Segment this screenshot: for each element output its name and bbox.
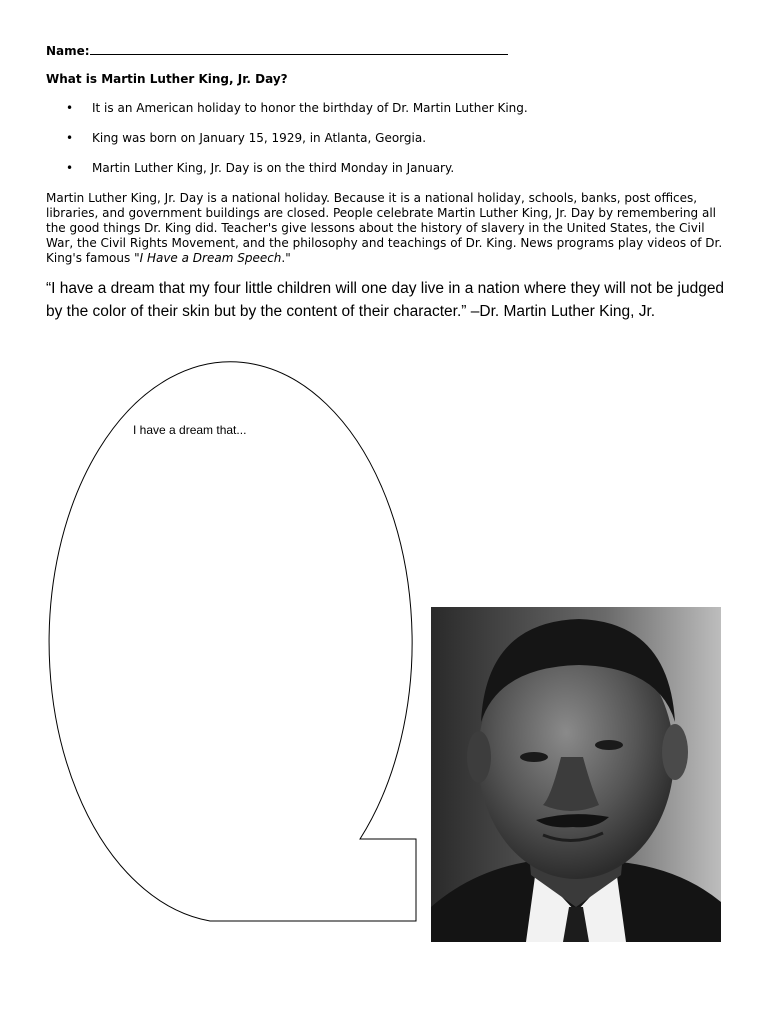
portrait-eye-left [520,752,548,762]
portrait-ear-right [662,724,688,780]
speech-title: I Have a Dream Speech [139,251,282,265]
fact-item-date: • Martin Luther King, Jr. Day is on the third Monday in January. [46,160,726,190]
fact-item-birthday: • It is an American holiday to honor the birthday of Dr. Martin Luther King. [46,100,726,130]
mlk-portrait [431,607,721,942]
portrait-eye-right [595,740,623,750]
paragraph-end: ." [281,251,291,265]
mlk-quote: “I have a dream that my four little children will one day live in a nation where they will not be judged by the color of their skin but by the content of their character.” –Dr. Martin Luther King, Jr. [46,280,725,320]
bubble-prompt: I have a dream that... [133,423,247,437]
fact-item-born: • King was born on January 15, 1929, in Atlanta, Georgia. [46,130,726,160]
paragraph-text: Martin Luther King, Jr. Day is a national holiday. Because it is a national holiday, schools, banks, post offices, libraries, and government buildings are closed. People celebrate Martin Luther King, Jr. Day by remembering all the good things Dr. King did. Teacher's give lessons about the history of slavery in the United States, the Civil War, the Civil Rights Movement, and the philosophy and teachings of Dr. King. News programs play videos of Dr. King's famous " [46,191,723,265]
name-label: Name: [46,44,90,58]
bubble-outline [49,362,416,921]
worksheet-heading: What is Martin Luther King, Jr. Day? [46,72,288,86]
portrait-ear-left [467,731,491,783]
